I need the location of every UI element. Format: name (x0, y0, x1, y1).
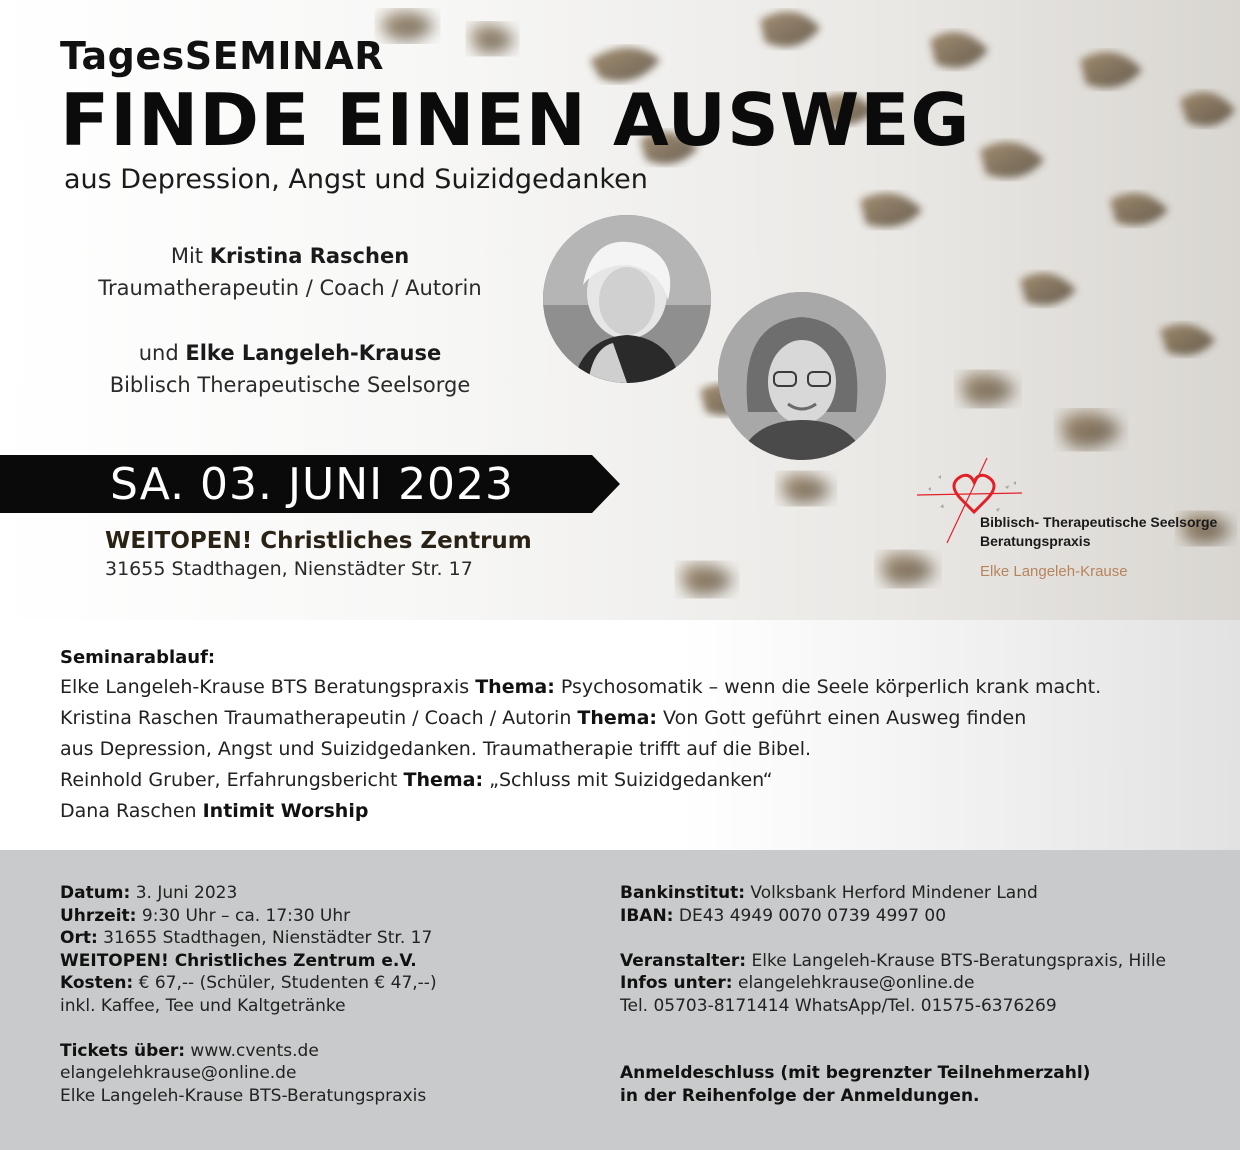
program-item: Elke Langeleh-Krause BTS Beratungspraxis Thema: Psychosomatik – wenn die Seele körperlich krank macht. (60, 676, 1102, 698)
speaker-2-role: Biblisch Therapeutische Seelsorge (109, 373, 471, 397)
info-section (0, 850, 1240, 1150)
speaker-1-name: Kristina Raschen (209, 244, 410, 268)
tickets-row: Tickets über: www.cvents.de (60, 1040, 319, 1061)
cost-row: Kosten: € 67,-- (Schüler, Studenten € 47,--) (60, 973, 437, 993)
program-item: Kristina Raschen Traumatherapeutin / Coach / Autorin Thema: Von Gott geführt einen Ausweg finden (60, 707, 1027, 729)
subline: aus Depression, Angst und Suizidgedanken (64, 164, 648, 195)
time-row: Uhrzeit: 9:30 Uhr – ca. 17:30 Uhr (60, 905, 351, 926)
speaker-1-photo (543, 215, 711, 383)
info-left-column (60, 882, 580, 1107)
speaker-2-line (60, 337, 520, 369)
venue-name: WEITOPEN! Christliches Zentrum (105, 528, 532, 554)
program-section (0, 620, 1240, 850)
bts-logo (912, 455, 1222, 595)
iban-row: IBAN: DE43 4949 0070 0739 4997 00 (620, 905, 947, 926)
deadline-line-2: in der Reihenfolge der Anmeldungen. (620, 1085, 980, 1106)
tickets-email[interactable]: elangelehkrause@online.de (60, 1063, 297, 1083)
heart-logo-icon (912, 455, 1032, 545)
speaker-2-photo (718, 292, 886, 460)
speaker-1-role: Traumatherapeutin / Coach / Autorin (98, 276, 482, 300)
headline: FINDE EINEN AUSWEG (60, 78, 971, 162)
contact-email[interactable]: elangelehkrause@online.de (732, 973, 975, 993)
organization-row: WEITOPEN! Christliches Zentrum e.V. (60, 950, 417, 971)
logo-title-line1: Biblisch- Therapeutische Seelsorge (980, 514, 1218, 530)
logo-title-line2: Beratungspraxis (980, 533, 1091, 549)
venue-address: 31655 Stadthagen, Nienstädter Str. 17 (105, 558, 473, 580)
speaker-1-line (60, 240, 520, 272)
tickets-link[interactable]: www.cvents.de (185, 1040, 319, 1061)
program-item: Reinhold Gruber, Erfahrungsbericht Thema: „Schluss mit Suizidgedanken“ (60, 769, 773, 791)
speakers-block (60, 240, 520, 401)
speaker-2-prefix: und (138, 341, 179, 365)
bank-row: Bankinstitut: Volksbank Herford Mindener Land (620, 883, 1038, 903)
event-date: SA. 03. JUNI 2023 (110, 459, 515, 510)
contact-row: Infos unter: elangelehkrause@online.de (620, 973, 975, 993)
program-item: Dana Raschen Intimit Worship (60, 800, 369, 822)
speaker-1-prefix: Mit (170, 244, 204, 268)
date-banner (0, 455, 620, 513)
tickets-organizer: Elke Langeleh-Krause BTS-Beratungspraxis (60, 1085, 427, 1106)
program-item: aus Depression, Angst und Suizidgedanken. Traumatherapie trifft auf die Bibel. (60, 738, 812, 760)
organizer-row: Veranstalter: Elke Langeleh-Krause BTS-Beratungspraxis, Hille (620, 950, 1166, 971)
phone-row: Tel. 05703-8171414 WhatsApp/Tel. 01575-6376269 (620, 995, 1057, 1016)
speaker-2-name: Elke Langeleh-Krause (185, 341, 442, 365)
info-right-column (620, 882, 1220, 1107)
date-row: Datum: 3. Juni 2023 (60, 883, 238, 903)
location-row: Ort: 31655 Stadthagen, Nienstädter Str. 17 (60, 928, 433, 948)
logo-owner-name: Elke Langeleh-Krause (980, 563, 1128, 580)
deadline-line-1: Anmeldeschluss (mit begrenzter Teilnehmerzahl) (620, 1063, 1091, 1083)
cost-note: inkl. Kaffee, Tee und Kaltgetränke (60, 995, 346, 1016)
program-title: Seminarablauf: (60, 647, 216, 668)
seminar-eyebrow: TagesSEMINAR (60, 34, 385, 78)
